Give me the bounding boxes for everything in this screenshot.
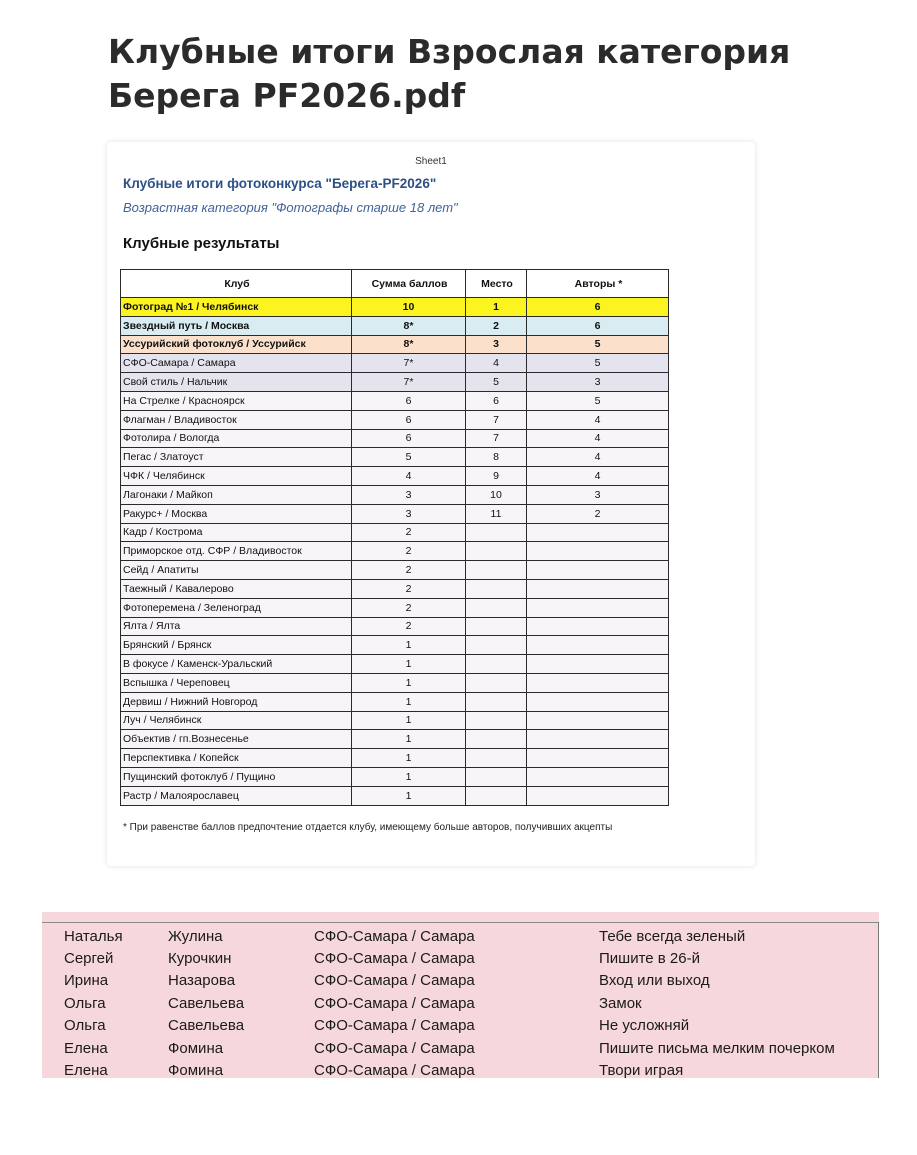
club-cell: Свой стиль / Нальчик bbox=[121, 373, 352, 392]
table-row bbox=[121, 335, 669, 354]
place-cell bbox=[466, 749, 527, 768]
club-cell: Сейд / Апатиты bbox=[121, 561, 352, 580]
authors-cell bbox=[527, 673, 669, 692]
section-heading: Клубные результаты bbox=[123, 235, 280, 252]
club-cell: Пегас / Златоуст bbox=[121, 448, 352, 467]
authors-cell: 4 bbox=[527, 410, 669, 429]
score-cell: 1 bbox=[352, 692, 466, 711]
place-cell bbox=[466, 730, 527, 749]
club-cell: Перспективка / Копейск bbox=[121, 749, 352, 768]
authors-cell bbox=[527, 617, 669, 636]
score-cell: 5 bbox=[352, 448, 466, 467]
club-cell: СФО-Самара / Самара bbox=[314, 1062, 475, 1078]
authors-cell bbox=[527, 711, 669, 730]
table-row bbox=[121, 448, 669, 467]
author-row bbox=[64, 1015, 835, 1037]
authors-cell bbox=[527, 523, 669, 542]
place-cell: 6 bbox=[466, 391, 527, 410]
place-cell: 10 bbox=[466, 485, 527, 504]
club-cell: ЧФК / Челябинск bbox=[121, 467, 352, 486]
first-name-cell: Елена bbox=[64, 1062, 108, 1078]
authors-cell bbox=[527, 598, 669, 617]
place-cell: 8 bbox=[466, 448, 527, 467]
place-cell: 9 bbox=[466, 467, 527, 486]
authors-cell bbox=[527, 542, 669, 561]
authors-cell bbox=[527, 692, 669, 711]
first-name-cell: Елена bbox=[64, 1039, 108, 1057]
score-cell: 3 bbox=[352, 504, 466, 523]
authors-cell: 3 bbox=[527, 373, 669, 392]
authors-cell: 5 bbox=[527, 391, 669, 410]
club-cell: Вспышка / Череповец bbox=[121, 673, 352, 692]
pdf-page bbox=[107, 142, 755, 866]
last-name-cell: Фомина bbox=[168, 1062, 224, 1078]
club-cell: СФО-Самара / Самара bbox=[314, 994, 475, 1012]
table-row bbox=[121, 298, 669, 317]
table-row bbox=[121, 636, 669, 655]
table-right-border bbox=[878, 922, 879, 1078]
score-cell: 2 bbox=[352, 542, 466, 561]
club-cell: СФО-Самара / Самара bbox=[314, 927, 475, 945]
authors-cell: 2 bbox=[527, 504, 669, 523]
score-cell: 3 bbox=[352, 485, 466, 504]
place-cell bbox=[466, 523, 527, 542]
club-cell: СФО-Самара / Самара bbox=[121, 354, 352, 373]
authors-cell bbox=[527, 749, 669, 768]
column-header-score: Сумма баллов bbox=[352, 270, 466, 298]
table-row bbox=[121, 429, 669, 448]
table-row bbox=[121, 354, 669, 373]
place-cell bbox=[466, 767, 527, 786]
score-cell: 2 bbox=[352, 523, 466, 542]
authors-table-fragment bbox=[42, 912, 879, 1078]
authors-cell: 3 bbox=[527, 485, 669, 504]
club-cell: СФО-Самара / Самара bbox=[314, 1017, 475, 1035]
club-cell: Флагман / Владивосток bbox=[121, 410, 352, 429]
table-header-row bbox=[121, 270, 669, 298]
score-cell: 1 bbox=[352, 767, 466, 786]
place-cell: 3 bbox=[466, 335, 527, 354]
score-cell: 2 bbox=[352, 598, 466, 617]
place-cell bbox=[466, 711, 527, 730]
authors-cell bbox=[527, 655, 669, 674]
place-cell: 2 bbox=[466, 316, 527, 335]
authors-cell: 6 bbox=[527, 298, 669, 317]
place-cell bbox=[466, 655, 527, 674]
authors-cell: 5 bbox=[527, 354, 669, 373]
score-cell: 1 bbox=[352, 655, 466, 674]
place-cell: 1 bbox=[466, 298, 527, 317]
column-header-authors: Авторы * bbox=[527, 270, 669, 298]
author-row bbox=[64, 992, 835, 1014]
score-cell: 7* bbox=[352, 373, 466, 392]
score-cell: 1 bbox=[352, 673, 466, 692]
place-cell: 5 bbox=[466, 373, 527, 392]
club-cell: Объектив / гп.Вознесенье bbox=[121, 730, 352, 749]
table-row bbox=[121, 542, 669, 561]
authors-cell bbox=[527, 767, 669, 786]
place-cell bbox=[466, 786, 527, 805]
club-cell: СФО-Самара / Самара bbox=[314, 950, 475, 968]
club-cell: СФО-Самара / Самара bbox=[314, 972, 475, 990]
club-results-table bbox=[120, 269, 669, 806]
last-name-cell: Савельева bbox=[168, 1017, 245, 1035]
table-row bbox=[121, 786, 669, 805]
document-title: Клубные итоги Взрослая категория Берега PF2026.pdf bbox=[108, 32, 791, 115]
table-row bbox=[121, 692, 669, 711]
score-cell: 6 bbox=[352, 391, 466, 410]
score-cell: 7* bbox=[352, 354, 466, 373]
club-cell: Брянский / Брянск bbox=[121, 636, 352, 655]
score-cell: 1 bbox=[352, 730, 466, 749]
work-title-cell: Пишите в 26-й bbox=[599, 950, 700, 968]
column-header-place: Место bbox=[466, 270, 527, 298]
place-cell: 7 bbox=[466, 410, 527, 429]
table-row bbox=[121, 561, 669, 580]
club-cell: Таежный / Кавалерово bbox=[121, 579, 352, 598]
table-row bbox=[121, 485, 669, 504]
table-row bbox=[121, 730, 669, 749]
club-cell: Кадр / Кострома bbox=[121, 523, 352, 542]
place-cell bbox=[466, 561, 527, 580]
place-cell bbox=[466, 617, 527, 636]
score-cell: 1 bbox=[352, 711, 466, 730]
club-cell: СФО-Самара / Самара bbox=[314, 1039, 475, 1057]
score-cell: 10 bbox=[352, 298, 466, 317]
score-cell: 8* bbox=[352, 335, 466, 354]
table-row bbox=[121, 410, 669, 429]
table-row bbox=[121, 316, 669, 335]
score-cell: 6 bbox=[352, 410, 466, 429]
place-cell bbox=[466, 598, 527, 617]
work-title-cell: Тебе всегда зеленый bbox=[599, 927, 746, 945]
place-cell bbox=[466, 636, 527, 655]
place-cell: 4 bbox=[466, 354, 527, 373]
authors-cell: 5 bbox=[527, 335, 669, 354]
score-cell: 1 bbox=[352, 786, 466, 805]
first-name-cell: Ирина bbox=[64, 972, 109, 990]
authors-cell: 4 bbox=[527, 429, 669, 448]
score-cell: 1 bbox=[352, 749, 466, 768]
place-cell: 7 bbox=[466, 429, 527, 448]
club-cell: В фокусе / Каменск-Уральский bbox=[121, 655, 352, 674]
author-row bbox=[64, 1059, 835, 1078]
club-cell: Уссурийский фотоклуб / Уссурийск bbox=[121, 335, 352, 354]
authors-cell: 6 bbox=[527, 316, 669, 335]
last-name-cell: Назарова bbox=[168, 972, 236, 990]
score-cell: 1 bbox=[352, 636, 466, 655]
authors-cell: 4 bbox=[527, 467, 669, 486]
author-row bbox=[64, 925, 835, 947]
score-cell: 2 bbox=[352, 579, 466, 598]
place-cell bbox=[466, 673, 527, 692]
report-subtitle: Возрастная категория "Фотографы старше 18 лет" bbox=[123, 200, 458, 215]
table-row bbox=[121, 598, 669, 617]
club-cell: Звездный путь / Москва bbox=[121, 316, 352, 335]
place-cell: 11 bbox=[466, 504, 527, 523]
club-cell: Приморское отд. СФР / Владивосток bbox=[121, 542, 352, 561]
club-cell: Фотоперемена / Зеленоград bbox=[121, 598, 352, 617]
authors-cell bbox=[527, 786, 669, 805]
club-cell: Растр / Малоярославец bbox=[121, 786, 352, 805]
club-cell: Лагонаки / Майкоп bbox=[121, 485, 352, 504]
table-row bbox=[121, 749, 669, 768]
club-cell: Дервиш / Нижний Новгород bbox=[121, 692, 352, 711]
last-name-cell: Фомина bbox=[168, 1039, 224, 1057]
table-row bbox=[121, 617, 669, 636]
work-title-cell: Не усложняй bbox=[599, 1017, 690, 1035]
table-row bbox=[121, 504, 669, 523]
last-name-cell: Жулина bbox=[168, 927, 223, 945]
first-name-cell: Ольга bbox=[64, 1017, 106, 1035]
table-row bbox=[121, 391, 669, 410]
authors-table bbox=[64, 925, 835, 1078]
author-row bbox=[64, 970, 835, 992]
footnote: * При равенстве баллов предпочтение отдается клубу, имеющему больше авторов, получивших акцепты bbox=[123, 822, 613, 833]
column-header-club: Клуб bbox=[121, 270, 352, 298]
work-title-cell: Вход или выход bbox=[599, 972, 710, 990]
table-row bbox=[121, 711, 669, 730]
work-title-cell: Пишите письма мелким почерком bbox=[599, 1039, 835, 1057]
place-cell bbox=[466, 542, 527, 561]
club-cell: На Стрелке / Красноярск bbox=[121, 391, 352, 410]
score-cell: 4 bbox=[352, 467, 466, 486]
score-cell: 2 bbox=[352, 561, 466, 580]
club-cell: Фотоград №1 / Челябинск bbox=[121, 298, 352, 317]
club-cell: Пущинский фотоклуб / Пущино bbox=[121, 767, 352, 786]
club-cell: Фотолира / Вологда bbox=[121, 429, 352, 448]
table-row bbox=[121, 467, 669, 486]
place-cell bbox=[466, 579, 527, 598]
club-cell: Ракурс+ / Москва bbox=[121, 504, 352, 523]
table-top-border bbox=[42, 922, 879, 923]
last-name-cell: Савельева bbox=[168, 994, 245, 1012]
table-row bbox=[121, 655, 669, 674]
author-row bbox=[64, 947, 835, 969]
table-row bbox=[121, 767, 669, 786]
score-cell: 8* bbox=[352, 316, 466, 335]
author-row bbox=[64, 1037, 835, 1059]
work-title-cell: Твори играя bbox=[599, 1062, 684, 1078]
authors-cell bbox=[527, 730, 669, 749]
last-name-cell: Курочкин bbox=[168, 950, 232, 968]
first-name-cell: Наталья bbox=[64, 927, 123, 945]
table-row bbox=[121, 373, 669, 392]
authors-cell bbox=[527, 636, 669, 655]
score-cell: 2 bbox=[352, 617, 466, 636]
authors-cell bbox=[527, 561, 669, 580]
sheet-label: Sheet1 bbox=[415, 156, 447, 167]
place-cell bbox=[466, 692, 527, 711]
club-cell: Ялта / Ялта bbox=[121, 617, 352, 636]
first-name-cell: Сергей bbox=[64, 950, 114, 968]
authors-cell: 4 bbox=[527, 448, 669, 467]
table-row bbox=[121, 579, 669, 598]
first-name-cell: Ольга bbox=[64, 994, 106, 1012]
table-row bbox=[121, 523, 669, 542]
authors-cell bbox=[527, 579, 669, 598]
club-cell: Луч / Челябинск bbox=[121, 711, 352, 730]
table-row bbox=[121, 673, 669, 692]
score-cell: 6 bbox=[352, 429, 466, 448]
work-title-cell: Замок bbox=[599, 994, 642, 1012]
report-title: Клубные итоги фотоконкурса "Берега-PF2026" bbox=[123, 176, 437, 191]
